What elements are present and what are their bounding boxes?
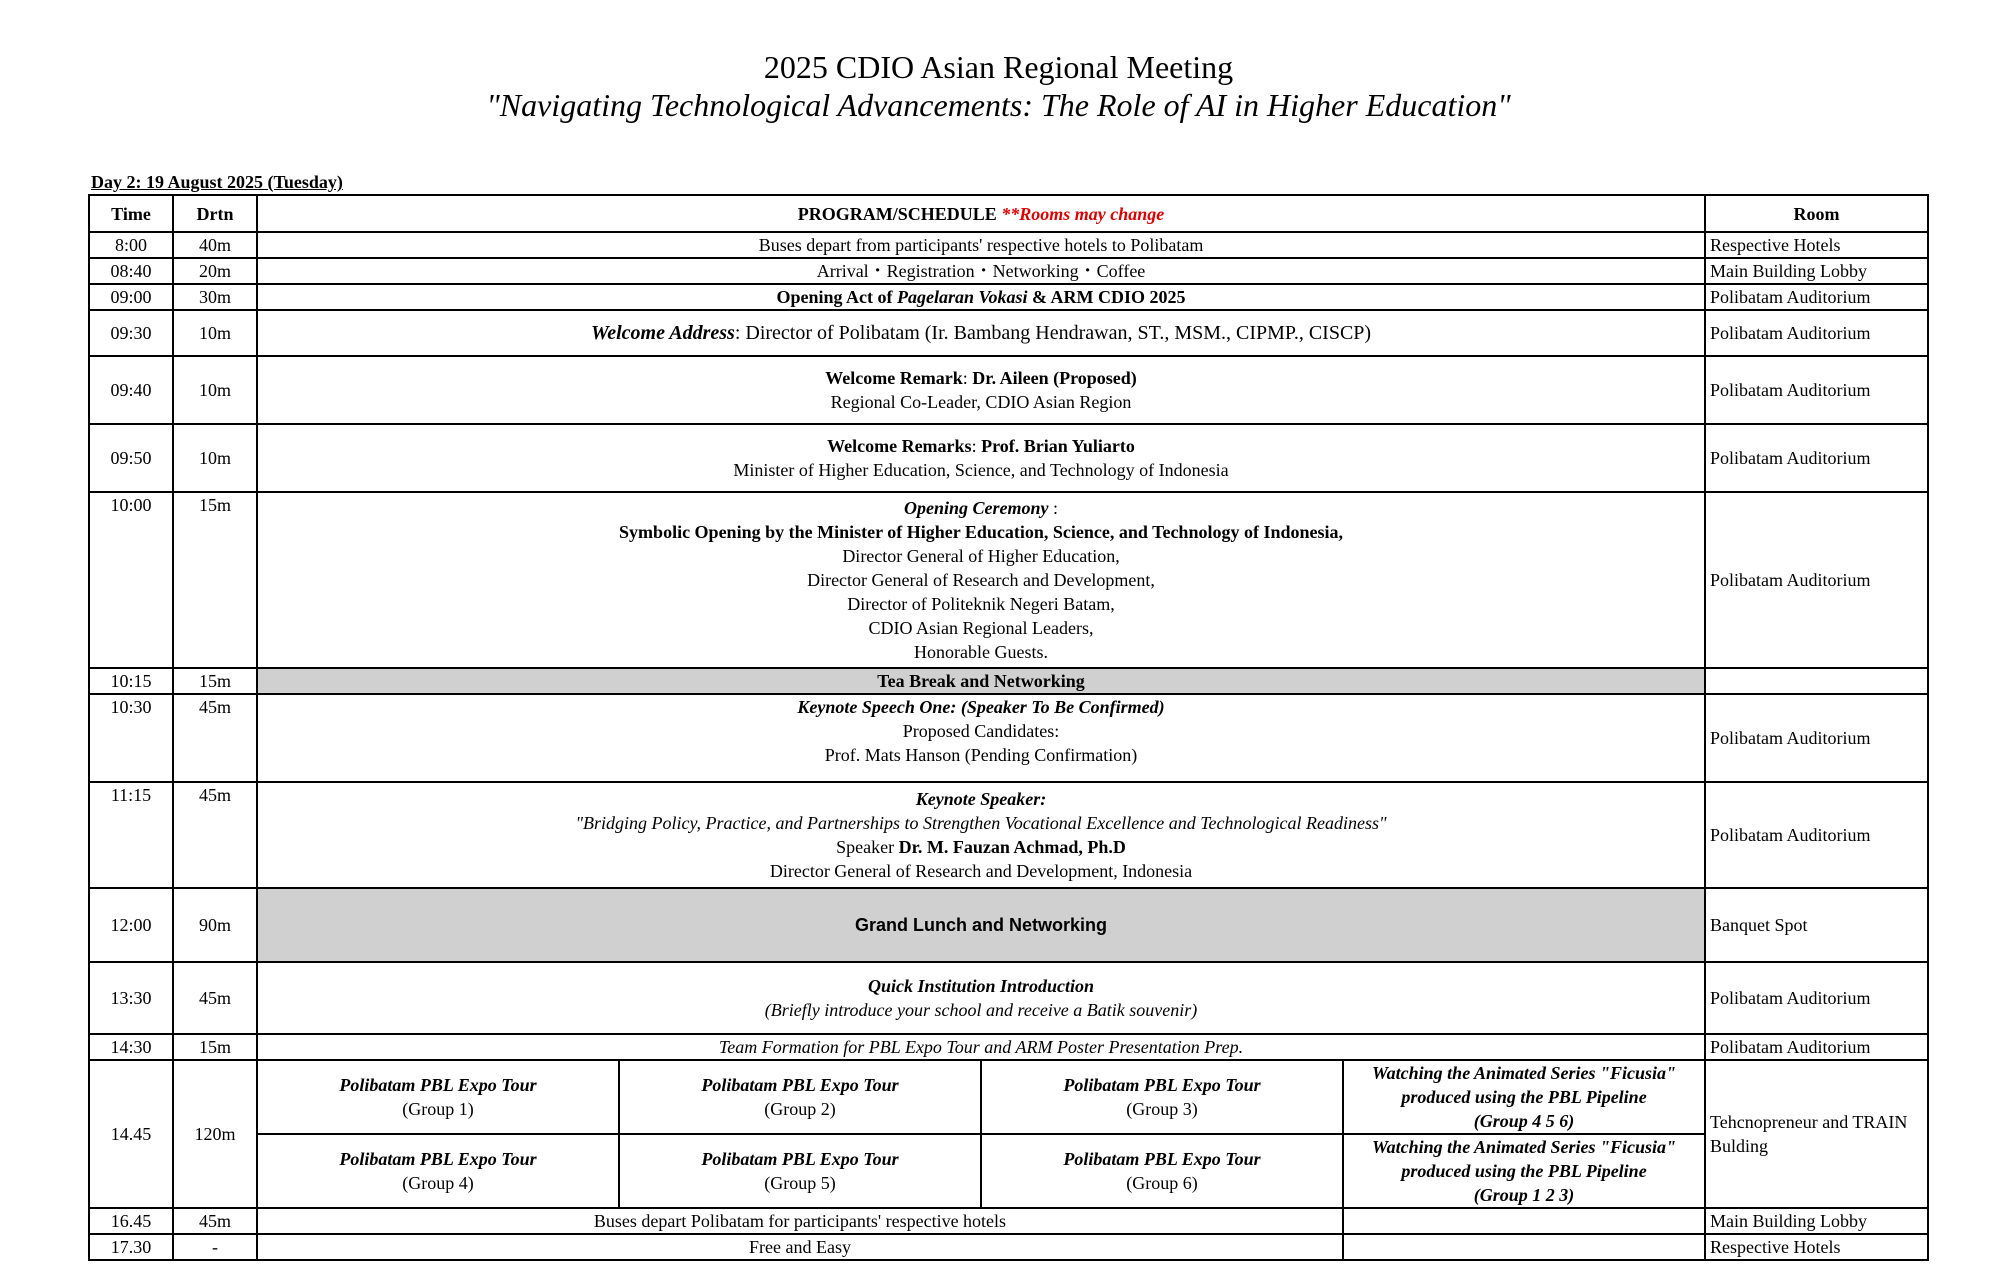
room-cell: Polibatam Auditorium (1705, 962, 1928, 1034)
time-cell: 8:00 (89, 232, 173, 258)
grand-lunch-cell: Grand Lunch and Networking (257, 888, 1705, 962)
room-cell: Respective Hotels (1705, 1234, 1928, 1260)
time-cell: 09:30 (89, 310, 173, 356)
tour-group-cell (619, 1060, 981, 1134)
duration-cell: 10m (173, 356, 257, 424)
ceremony-guest-line: Director General of Higher Education, (842, 546, 1120, 566)
program-cell (257, 962, 1705, 1034)
welcome-remarks-name: Prof. Brian Yuliarto (981, 436, 1135, 456)
tour-group: (Group 4) (402, 1173, 474, 1193)
duration-cell: 45m (173, 782, 257, 888)
table-row (89, 888, 1928, 962)
duration-cell: 90m (173, 888, 257, 962)
program-cell (257, 284, 1705, 310)
keynote-one-candidates: Proposed Candidates: (902, 721, 1060, 741)
schedule-table (88, 194, 1929, 1261)
time-cell: 09:00 (89, 284, 173, 310)
tour-title: Polibatam PBL Expo Tour (1063, 1149, 1261, 1169)
duration-cell: 15m (173, 492, 257, 668)
welcome-remarks-sep: : (971, 436, 982, 456)
room-cell: Polibatam Auditorium (1705, 424, 1928, 492)
tour-group-cell (257, 1060, 619, 1134)
tour-title: Polibatam PBL Expo Tour (701, 1149, 899, 1169)
table-row (89, 492, 1928, 668)
table-row (89, 694, 1928, 782)
institution-intro-note: (Briefly introduce your school and receive a Batik souvenir) (764, 1000, 1198, 1020)
time-cell: 17.30 (89, 1234, 173, 1260)
program-cell (257, 782, 1705, 888)
tour-title: Polibatam PBL Expo Tour (701, 1075, 899, 1095)
time-cell: 13:30 (89, 962, 173, 1034)
duration-cell: 45m (173, 962, 257, 1034)
room-cell: Main Building Lobby (1705, 258, 1928, 284)
time-cell: 08:40 (89, 258, 173, 284)
table-row (89, 1134, 1928, 1208)
room-cell: Respective Hotels (1705, 232, 1928, 258)
table-row (89, 962, 1928, 1034)
watch-line-1: Watching the Animated Series "Ficusia" (1372, 1063, 1677, 1083)
tour-title: Polibatam PBL Expo Tour (339, 1149, 537, 1169)
program-header-label: PROGRAM/SCHEDULE (797, 203, 997, 224)
welcome-remark-name: Dr. Aileen (Proposed) (972, 368, 1137, 388)
tour-title: Polibatam PBL Expo Tour (1063, 1075, 1261, 1095)
watch-line-2: produced using the PBL Pipeline (1401, 1087, 1647, 1107)
duration-cell: 45m (173, 694, 257, 782)
duration-cell: 120m (173, 1060, 257, 1208)
program-cell: Buses depart Polibatam for participants' respective hotels (257, 1208, 1343, 1234)
keynote-speaker-label: Keynote Speaker: (915, 789, 1047, 809)
program-cell (257, 424, 1705, 492)
room-cell: Polibatam Auditorium (1705, 492, 1928, 668)
program-cell (257, 310, 1705, 356)
duration-cell: 20m (173, 258, 257, 284)
duration-cell: 15m (173, 668, 257, 694)
tour-title: Polibatam PBL Expo Tour (339, 1075, 537, 1095)
time-cell: 10:15 (89, 668, 173, 694)
day-label: Day 2: 19 August 2025 (Tuesday) (91, 172, 343, 192)
table-row (89, 1208, 1928, 1234)
opening-ceremony-label: Opening Ceremony (904, 498, 1049, 518)
program-cell (257, 356, 1705, 424)
table-row (89, 258, 1928, 284)
welcome-remark-role: Regional Co-Leader, CDIO Asian Region (830, 392, 1132, 412)
tea-break-cell: Tea Break and Networking (257, 668, 1705, 694)
tour-group-cell (619, 1134, 981, 1208)
watch-groups: (Group 1 2 3) (1473, 1185, 1575, 1205)
room-cell: Polibatam Auditorium (1705, 356, 1928, 424)
tour-group: (Group 5) (764, 1173, 836, 1193)
keynote-speaker-role: Director General of Research and Development, Indonesia (769, 861, 1193, 881)
duration-cell: 15m (173, 1034, 257, 1060)
tour-group: (Group 1) (402, 1099, 474, 1119)
room-cell: Main Building Lobby (1705, 1208, 1928, 1234)
pagelaran-vokasi: Pagelaran Vokasi (897, 287, 1028, 307)
keynote-one-label: Keynote Speech One: (Speaker To Be Confirmed) (797, 697, 1165, 717)
time-cell: 10:30 (89, 694, 173, 782)
time-cell: 11:15 (89, 782, 173, 888)
duration-cell: 40m (173, 232, 257, 258)
tour-group: (Group 3) (1126, 1099, 1198, 1119)
time-cell: 09:50 (89, 424, 173, 492)
duration-cell: 10m (173, 310, 257, 356)
watch-line-2: produced using the PBL Pipeline (1401, 1161, 1647, 1181)
room-cell: Banquet Spot (1705, 888, 1928, 962)
program-cell: Free and Easy (257, 1234, 1343, 1260)
room-cell: Polibatam Auditorium (1705, 782, 1928, 888)
room-cell: Tehcnopreneur and TRAIN Bulding (1705, 1060, 1928, 1208)
time-cell: 14.45 (89, 1060, 173, 1208)
time-cell: 12:00 (89, 888, 173, 962)
table-row (89, 1060, 1928, 1134)
time-cell: 14:30 (89, 1034, 173, 1060)
table-row (89, 424, 1928, 492)
table-row (89, 1234, 1928, 1260)
tour-group-cell (981, 1134, 1343, 1208)
duration-cell: - (173, 1234, 257, 1260)
tour-group: (Group 6) (1126, 1173, 1198, 1193)
table-row (89, 284, 1928, 310)
welcome-address-label: Welcome Address (590, 322, 735, 344)
animated-series-cell (1343, 1060, 1705, 1134)
program-cell (257, 694, 1705, 782)
opening-act-prefix: Opening Act of (776, 287, 897, 307)
welcome-remarks-label: Welcome Remarks (827, 436, 972, 456)
time-cell: 09:40 (89, 356, 173, 424)
welcome-address-text: : Director of Polibatam (Ir. Bambang Hendrawan, ST., MSM., CIPMP., CISCP) (734, 322, 1372, 344)
watch-line-1: Watching the Animated Series "Ficusia" (1372, 1137, 1677, 1157)
duration-cell: 10m (173, 424, 257, 492)
program-cell: Buses depart from participants' respective hotels to Polibatam (257, 232, 1705, 258)
keynote-quote: "Bridging Policy, Practice, and Partnerships to Strengthen Vocational Excellence and Technological Readiness" (575, 813, 1387, 833)
keynote-one-name: Prof. Mats Hanson (Pending Confirmation) (824, 745, 1138, 765)
ceremony-guest-line: Director General of Research and Development, (807, 570, 1155, 590)
table-row (89, 1034, 1928, 1060)
animated-series-cell (1343, 1134, 1705, 1208)
col-program-header (257, 195, 1705, 232)
duration-cell: 30m (173, 284, 257, 310)
institution-intro-label: Quick Institution Introduction (867, 976, 1095, 996)
table-row (89, 310, 1928, 356)
welcome-remark-label: Welcome Remark (825, 368, 963, 388)
col-duration-header: Drtn (173, 195, 257, 232)
room-cell (1705, 668, 1928, 694)
ceremony-guest-line: CDIO Asian Regional Leaders, (868, 618, 1094, 638)
col-time-header: Time (89, 195, 173, 232)
tour-group-cell (257, 1134, 619, 1208)
welcome-remarks-role: Minister of Higher Education, Science, and Technology of Indonesia (733, 460, 1229, 480)
document-subtitle: "Navigating Technological Advancements: The Role of AI in Higher Education" (486, 87, 1511, 123)
rooms-may-change-note: **Rooms may change (1001, 203, 1165, 224)
symbolic-opening-line: Symbolic Opening by the Minister of Higher Education, Science, and Technology of Indonesia, (619, 522, 1343, 542)
opening-ceremony-colon: : (1048, 498, 1059, 518)
program-cell: Team Formation for PBL Expo Tour and ARM Poster Presentation Prep. (257, 1034, 1705, 1060)
ceremony-guest-line: Director of Politeknik Negeri Batam, (847, 594, 1115, 614)
duration-cell: 45m (173, 1208, 257, 1234)
keynote-speaker-prefix: Speaker (836, 837, 899, 857)
watch-groups: (Group 4 5 6) (1473, 1111, 1575, 1131)
table-row (89, 356, 1928, 424)
tour-group: (Group 2) (764, 1099, 836, 1119)
table-row (89, 668, 1928, 694)
col-room-header: Room (1705, 195, 1928, 232)
room-cell: Polibatam Auditorium (1705, 1034, 1928, 1060)
welcome-remark-sep: : (962, 368, 973, 388)
room-cell: Polibatam Auditorium (1705, 284, 1928, 310)
time-cell: 16.45 (89, 1208, 173, 1234)
header-row (89, 195, 1928, 232)
empty-cell (1343, 1208, 1705, 1234)
table-row (89, 232, 1928, 258)
time-cell: 10:00 (89, 492, 173, 668)
ceremony-guest-line: Honorable Guests. (914, 642, 1048, 662)
program-cell (257, 492, 1705, 668)
table-row (89, 782, 1928, 888)
empty-cell (1343, 1234, 1705, 1260)
program-cell: Arrival・Registration・Networking・Coffee (257, 258, 1705, 284)
opening-act-suffix: & ARM CDIO 2025 (1027, 287, 1186, 307)
room-cell: Polibatam Auditorium (1705, 694, 1928, 782)
room-cell: Polibatam Auditorium (1705, 310, 1928, 356)
document-title: 2025 CDIO Asian Regional Meeting (763, 49, 1234, 85)
tour-group-cell (981, 1060, 1343, 1134)
keynote-speaker-name: Dr. M. Fauzan Achmad, Ph.D (898, 837, 1126, 857)
